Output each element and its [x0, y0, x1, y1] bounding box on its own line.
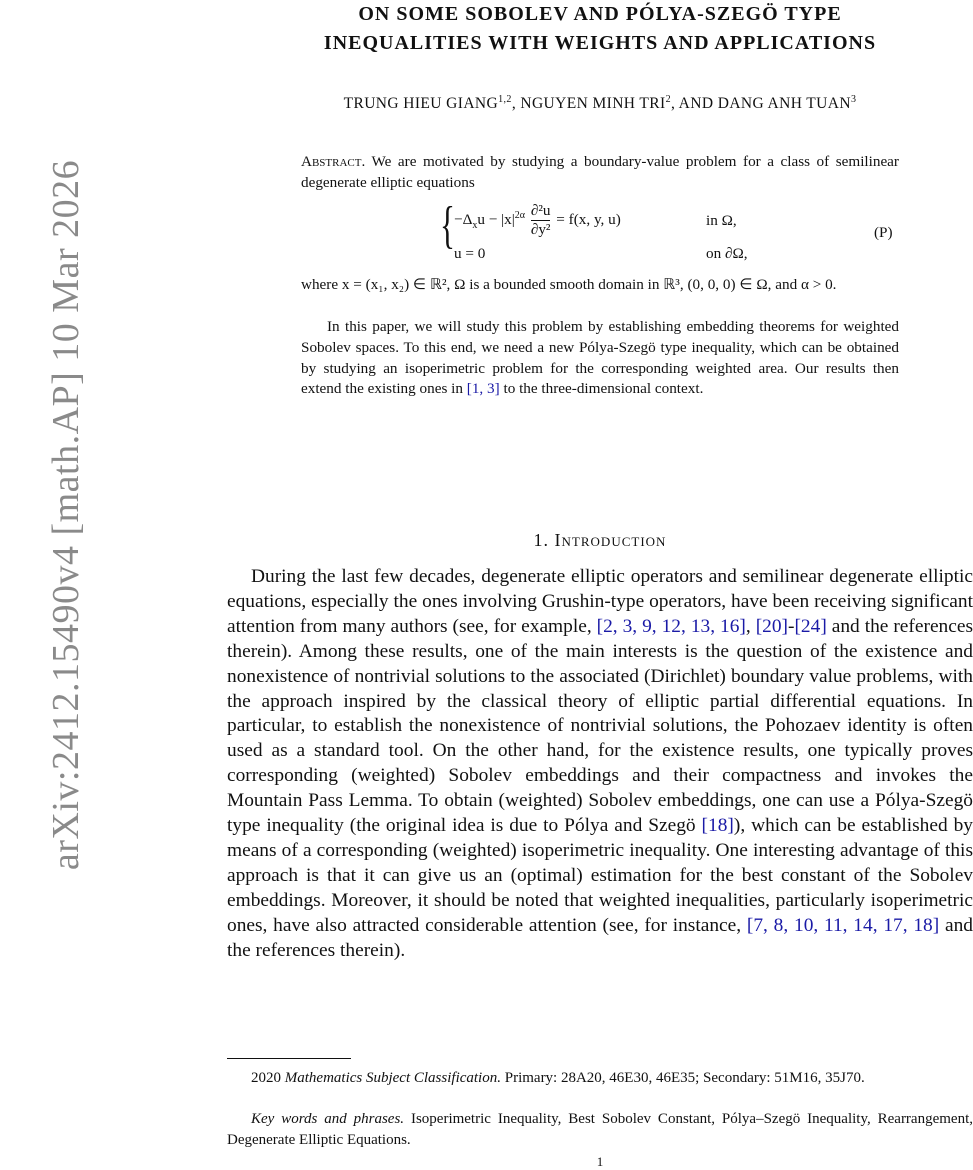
arxiv-identifier: arXiv:2412.15490v4 [math.AP] 10 Mar 2026: [45, 159, 87, 871]
intro-text-3: -: [788, 615, 795, 637]
eq-fraction: [531, 202, 551, 239]
author-3: , AND DANG ANH TUAN: [670, 95, 851, 113]
author-2-affil: 2: [665, 94, 671, 105]
author-2: , NGUYEN MINH TRI: [511, 95, 666, 113]
equation-brace: {: [440, 197, 455, 254]
msc-codes: Primary: 28A20, 46E30, 46E35; Secondary: 51M16, 35J70.: [500, 1070, 865, 1086]
eq-weight: u − |x|: [477, 210, 515, 228]
keywords-label: Key words and phrases.: [251, 1111, 405, 1127]
eq-frac-denominator: ∂y²: [530, 221, 551, 238]
author-1-affil: 1,2: [498, 94, 512, 105]
paper-title-line-2: INEQUALITIES WITH WEIGHTS AND APPLICATIONS: [323, 32, 877, 54]
abstract-label: Abstract.: [301, 153, 366, 170]
author-3-affil: 3: [850, 94, 857, 105]
eq-frac-numerator: ∂²u: [530, 202, 551, 219]
citation-link[interactable]: [1, 3]: [466, 380, 500, 398]
abstract-p2-text: In this paper, we will study this problem by establishing embedding theorems for weighted Sobolev spaces. To this end, we need a new Pólya-Szegö type inequality, which can be obtained by studying an isoperimetric problem for the corresponding weighted area. Our results then extend the existing ones in: [301, 318, 899, 398]
intro-text-2: ,: [745, 615, 756, 637]
eq-rhs: = f(x, y, u): [556, 210, 621, 228]
keywords-text: Isoperimetric Inequality, Best Sobolev Constant, Pólya–Szegö Inequality, Rearrangement, Degenerate Elliptic Equations.: [227, 1111, 973, 1148]
intro-text-5: ), which can be established by means of a corresponding (weighted) isoperimetric inequality. One interesting advantage of this approach is that it can give us an (optimal) estimation for the best constant of the Sobolev embeddings. Moreover, it should be noted that weighted inequalities, particularly isoperimetric ones, have also attracted considerable attention (see, for instance,: [227, 815, 973, 936]
page-number: 1: [596, 1154, 604, 1169]
footnote-divider: [227, 1058, 351, 1059]
abstract-p2-end: to the three-dimensional context.: [499, 380, 704, 398]
msc-label: Mathematics Subject Classification.: [284, 1070, 501, 1086]
equation-line-2: u = 0: [454, 245, 486, 262]
eq-sub-x: x: [472, 220, 478, 232]
equation-line-1: [454, 202, 621, 239]
intro-text-4: and the references therein). Among these results, one of the main interests is the question of the existence and nonexistence of nontrivial solutions to the associated (Dirichlet) boundary value problems, with the approach inspired by the classical theory of elliptic partial differential equations. In particular, to establish the nonexistence of nontrivial solutions, the Pohozaev identity is often used as a standard tool. On the other hand, for the existence results, one typically proves corresponding (weighted) Sobolev embeddings and their compactness and invokes the Mountain Pass Lemma. To obtain (weighted) Sobolev embeddings, one can use a Pólya-Szegö type inequality (the original idea is due to Pólya and Szegö: [227, 615, 973, 837]
author-list: [240, 94, 960, 113]
eq-condition-2: on ∂Ω,: [706, 245, 748, 262]
footnote-keywords: [227, 1109, 973, 1150]
citation-link[interactable]: [20]: [755, 615, 788, 637]
equation-p: [440, 197, 900, 270]
abstract-text-2: where x = (x₁, x₂) ∈ ℝ², Ω is a bounded smooth domain in ℝ³, (0, 0, 0) ∈ Ω, and α > 0.: [301, 276, 837, 293]
citation-link[interactable]: [7, 8, 10, 11, 14, 17, 18]: [746, 914, 940, 936]
footnote-msc: [227, 1068, 973, 1089]
eq-laplacian: −Δ: [454, 210, 473, 228]
section-heading: [240, 530, 960, 551]
section-title: 1. Introduction: [533, 530, 667, 550]
abstract-paragraph-1: [301, 152, 899, 194]
abstract-paragraph-2: [301, 317, 899, 400]
paper-title-line-1: ON SOME SOBOLEV AND PÓLYA-SZEGÖ TYPE: [358, 3, 842, 25]
citation-link[interactable]: [2, 3, 9, 12, 13, 16]: [596, 615, 746, 637]
citation-link[interactable]: [24]: [794, 615, 827, 637]
eq-condition-1: in Ω,: [706, 212, 737, 229]
citation-link[interactable]: [18]: [701, 815, 734, 837]
intro-text-6: and the references therein).: [227, 914, 973, 961]
eq-exponent: 2α: [514, 209, 526, 221]
msc-year: 2020: [251, 1070, 281, 1086]
author-1: TRUNG HIEU GIANG: [343, 95, 499, 113]
equation-tag: (P): [874, 224, 893, 241]
arxiv-sidebar: [0, 0, 87, 1000]
intro-text-1: During the last few decades, degenerate elliptic operators and semilinear degenerate elliptic equations, especially the ones involving Grushin-type operators, have been receiving significant attention from many authors (see, for example,: [227, 566, 973, 637]
abstract-text-1: We are motivated by studying a boundary-value problem for a class of semilinear degenerate elliptic equations: [301, 153, 899, 191]
intro-paragraph: [227, 565, 973, 964]
